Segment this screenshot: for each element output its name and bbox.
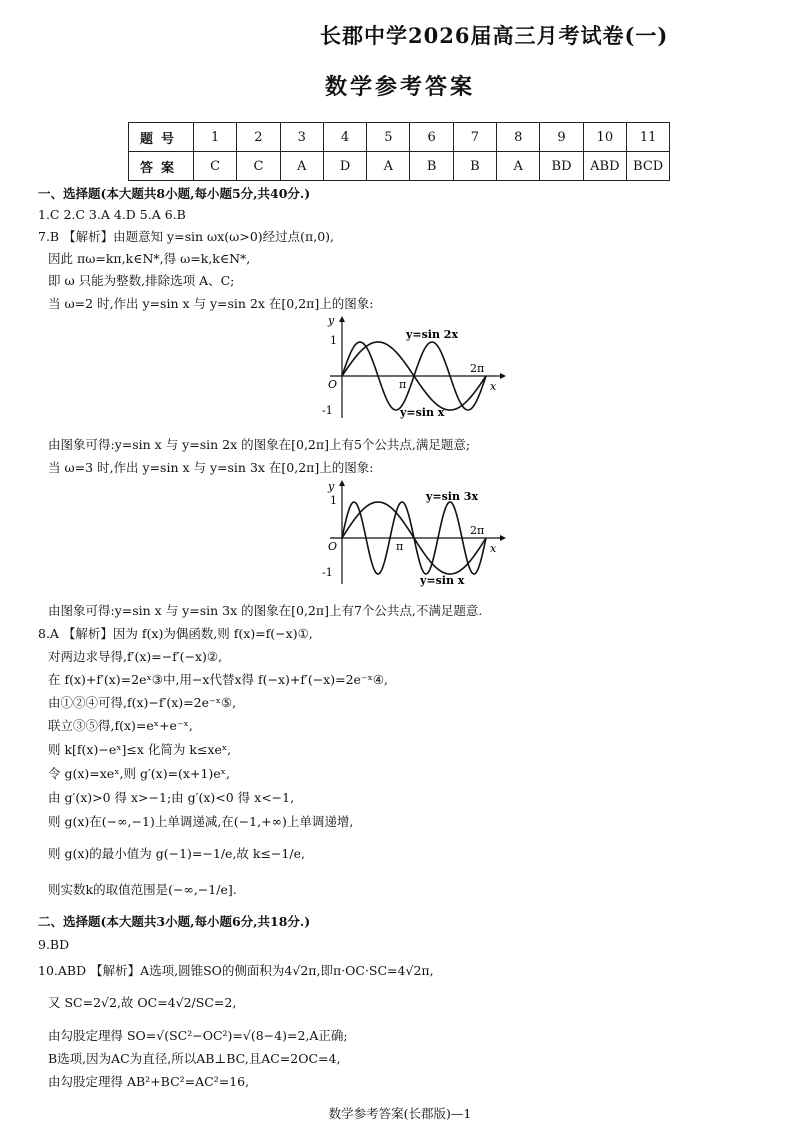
number-cell: 10 (583, 123, 626, 152)
q8-line: 对两边求导得,f′(x)=−f′(−x)②, (48, 649, 223, 664)
row-label-number: 题号 (129, 123, 194, 152)
y-axis-label: y (328, 314, 335, 327)
answer-cell: BCD (626, 152, 669, 181)
q10-line: 10.ABD 【解析】A选项,圆锥SO的侧面积为4√2π,即π·OC·SC=4√2π, (38, 963, 434, 978)
q8-line: 联立③⑤得,f(x)=eˣ+e⁻ˣ, (48, 718, 193, 733)
x-tick-pi: π (399, 378, 407, 391)
answer-cell: B (453, 152, 496, 181)
q7-line: 由图象可得:y=sin x 与 y=sin 2x 的图象在[0,2π]上有5个公共点,满足题意; (48, 437, 471, 452)
label-sinx: y=sin x (400, 406, 445, 419)
q10-line: B选项,因为AC为直径,所以AB⊥BC,且AC=2OC=4, (48, 1051, 341, 1066)
y-tick-bottom: -1 (322, 566, 333, 579)
q10-line: 由勾股定理得 SO=√(SC²−OC²)=√(8−4)=2,A正确; (48, 1028, 348, 1043)
row-label-answer: 答案 (129, 152, 194, 181)
number-cell: 3 (280, 123, 323, 152)
y-tick-top: 1 (330, 494, 337, 507)
number-cell: 2 (237, 123, 280, 152)
q8-line: 8.A 【解析】因为 f(x)为偶函数,则 f(x)=f(−x)①, (38, 626, 313, 641)
graph-sin2x (318, 312, 508, 422)
answer-cell: A (497, 152, 540, 181)
q7-line: 当 ω=2 时,作出 y=sin x 与 y=sin 2x 在[0,2π]上的图象: (48, 296, 374, 311)
x-axis-label: x (490, 542, 497, 555)
q8-line: 则 k[f(x)−eˣ]≤x 化简为 k≤xeˣ, (48, 742, 232, 757)
answer-cell: A (280, 152, 323, 181)
number-cell: 8 (497, 123, 540, 152)
q10-line: 又 SC=2√2,故 OC=4√2/SC=2, (48, 995, 237, 1010)
answer-cell: ABD (583, 152, 626, 181)
answer-9: 9.BD (38, 937, 70, 952)
q7-line: 因此 πω=kπ,k∈N*,得 ω=k,k∈N*, (48, 251, 251, 266)
q8-line: 则 g(x)在(−∞,−1)上单调递减,在(−1,+∞)上单调递增, (48, 814, 354, 829)
x-tick-pi: π (396, 540, 404, 553)
x-axis-arrow (500, 373, 506, 379)
answer-row (129, 152, 670, 181)
q8-line: 则 g(x)的最小值为 g(−1)=−1/e,故 k≤−1/e, (48, 846, 305, 861)
number-cell: 9 (540, 123, 583, 152)
answers-1-6: 1.C 2.C 3.A 4.D 5.A 6.B (38, 207, 186, 222)
label-sin3x: y=sin 3x (426, 490, 479, 503)
y-axis-label: y (328, 480, 335, 493)
number-row (129, 123, 670, 152)
number-cell: 4 (323, 123, 366, 152)
q8-line: 令 g(x)=xeˣ,则 g′(x)=(x+1)eˣ, (48, 766, 230, 781)
q7-line: 当 ω=3 时,作出 y=sin x 与 y=sin 3x 在[0,2π]上的图象: (48, 460, 374, 475)
answer-cell: BD (540, 152, 583, 181)
answer-cell: C (194, 152, 237, 181)
doc-title: 数学参考答案 (324, 74, 475, 100)
y-tick-bottom: -1 (322, 404, 333, 417)
q8-line: 则实数k的取值范围是(−∞,−1/e]. (48, 882, 237, 897)
section-heading-2: 二、选择题(本大题共3小题,每小题6分,共18分.) (38, 914, 311, 929)
q7-line: 即 ω 只能为整数,排除选项 A、C; (48, 273, 235, 288)
graph-sin3x (318, 478, 508, 588)
school-title: 长郡中学2026届高三月考试卷(一) (320, 23, 669, 48)
q8-line: 在 f(x)+f′(x)=2eˣ③中,用−x代替x得 f(−x)+f′(−x)=2e⁻ˣ④, (48, 672, 389, 687)
q8-line: 由 g′(x)>0 得 x>−1;由 g′(x)<0 得 x<−1, (48, 790, 295, 805)
q8-line: 由①②④可得,f(x)−f′(x)=2e⁻ˣ⑤, (48, 695, 237, 710)
number-cell: 11 (626, 123, 669, 152)
number-cell: 6 (410, 123, 453, 152)
section-heading-1: 一、选择题(本大题共8小题,每小题5分,共40分.) (38, 186, 311, 201)
label-sinx: y=sin x (420, 574, 465, 587)
q7-line: 7.B 【解析】由题意知 y=sin ωx(ω>0)经过点(π,0), (38, 229, 335, 244)
answer-cell: B (410, 152, 453, 181)
x-axis-label: x (490, 380, 497, 393)
number-cell: 7 (453, 123, 496, 152)
answer-cell: A (367, 152, 410, 181)
answer-cell: D (323, 152, 366, 181)
y-axis-arrow (339, 316, 345, 322)
answer-cell: C (237, 152, 280, 181)
number-cell: 5 (367, 123, 410, 152)
number-cell: 1 (194, 123, 237, 152)
origin-label: O (328, 540, 338, 553)
x-tick-2pi: 2π (470, 524, 485, 537)
q10-line: 由勾股定理得 AB²+BC²=AC²=16, (48, 1074, 250, 1089)
y-tick-top: 1 (330, 334, 337, 347)
page-footer: 数学参考答案(长郡版)—1 (328, 1106, 472, 1121)
y-axis-arrow (339, 480, 345, 486)
x-tick-2pi: 2π (470, 362, 485, 375)
x-axis-arrow (500, 535, 506, 541)
origin-label: O (328, 378, 338, 391)
q7-line: 由图象可得:y=sin x 与 y=sin 3x 的图象在[0,2π]上有7个公共点,不满足题意. (48, 603, 483, 618)
answer-table (128, 122, 670, 181)
label-sin2x: y=sin 2x (406, 328, 459, 341)
